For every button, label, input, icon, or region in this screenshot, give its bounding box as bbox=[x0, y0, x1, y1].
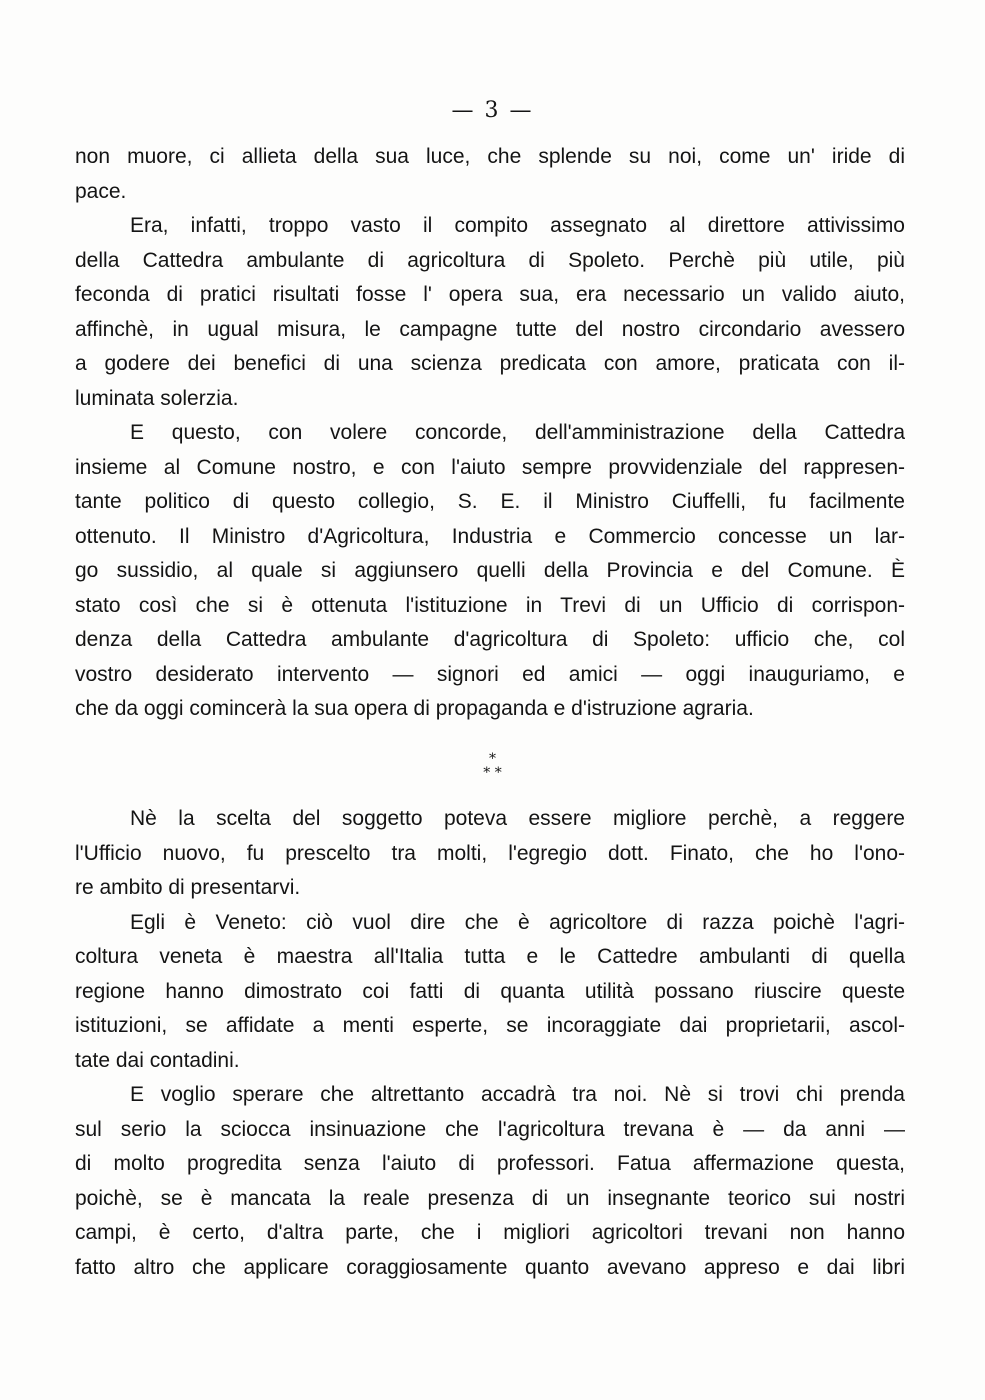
text-line: Era, infatti, troppo vasto il compito assegnato al direttore attivissimo bbox=[130, 214, 905, 237]
text-line: denza della Cattedra ambulante d'agricoltura di Spoleto: ufficio che, col bbox=[75, 628, 905, 651]
paragraph-5 bbox=[75, 906, 905, 1079]
section-separator bbox=[0, 752, 985, 780]
text-line: che da oggi comincerà la sua opera di propaganda e d'istruzione agraria. bbox=[75, 697, 754, 720]
text-line: E questo, con volere concorde, dell'amministrazione della Cattedra bbox=[130, 421, 905, 444]
paragraph-1 bbox=[75, 140, 905, 209]
paragraph-6 bbox=[75, 1078, 905, 1285]
text-line: di molto progredita senza l'aiuto di professori. Fatua affermazione questa, bbox=[75, 1152, 905, 1175]
text-line: Nè la scelta del soggetto poteva essere migliore perchè, a reggere bbox=[130, 807, 905, 830]
page-number: — 3 — bbox=[451, 98, 534, 123]
text-line: re ambito di presentarvi. bbox=[75, 876, 301, 899]
separator-stars: * * bbox=[483, 765, 502, 781]
text-line: sul serio la sciocca insinuazione che l'agricoltura trevana è — da anni — bbox=[75, 1117, 905, 1141]
text-line: affinchè, in ugual misura, le campagne tutte del nostro circondario avessero bbox=[75, 317, 905, 341]
separator-star: * bbox=[489, 751, 496, 767]
text-line: tate dai contadini. bbox=[75, 1048, 240, 1072]
section-2 bbox=[75, 802, 905, 1285]
text-line: fatto altro che applicare coraggiosamente quanto avevano appreso e dai libri bbox=[75, 1255, 905, 1279]
text-line: vostro desiderato intervento — signori ed amici — oggi inauguriamo, e bbox=[75, 662, 905, 686]
text-line: E voglio sperare che altrettanto accadrà tra noi. Nè si trovi chi prenda bbox=[130, 1083, 905, 1106]
text-line: ottenuto. Il Ministro d'Agricoltura, Industria e Commercio concesse un lar- bbox=[75, 524, 905, 548]
text-line: regione hanno dimostrato coi fatti di quanta utilità possano riuscire queste bbox=[75, 979, 905, 1003]
text-line: feconda di pratici risultati fosse l' opera sua, era necessario un valido aiuto, bbox=[75, 283, 905, 306]
text-line: stato così che si è ottenuta l'istituzione in Trevi di un Ufficio di corrispon- bbox=[75, 593, 905, 617]
text-line: coltura veneta è maestra all'Italia tutta e le Cattedre ambulanti di quella bbox=[75, 945, 905, 968]
text-line: l'Ufficio nuovo, fu prescelto tra molti, l'egregio dott. Finato, che ho l'ono- bbox=[75, 841, 905, 865]
text-line: istituzioni, se affidate a menti esperte, se incoraggiate dai proprietarii, ascol- bbox=[75, 1014, 905, 1037]
text-line: luminata solerzia. bbox=[75, 386, 239, 410]
text-line: tante politico di questo collegio, S. E. il Ministro Ciuffelli, fu facilmente bbox=[75, 490, 905, 513]
text-line: della Cattedra ambulante di agricoltura di Spoleto. Perchè più utile, più bbox=[75, 248, 905, 272]
text-line: insieme al Comune nostro, e con l'aiuto sempre provvidenziale del rappresen- bbox=[75, 455, 905, 479]
section-1 bbox=[75, 140, 905, 727]
text-line: a godere dei benefici di una scienza predicata con amore, praticata con il- bbox=[75, 352, 905, 375]
text-line: campi, è certo, d'altra parte, che i migliori agricoltori trevani non hanno bbox=[75, 1221, 905, 1244]
paragraph-3 bbox=[75, 416, 905, 727]
text-line: Egli è Veneto: ciò vuol dire che è agricoltore di razza poichè l'agri- bbox=[130, 910, 905, 934]
paragraph-2 bbox=[75, 209, 905, 416]
text-line: poichè, se è mancata la reale presenza di un insegnante teorico sui nostri bbox=[75, 1186, 905, 1210]
text-line: pace. bbox=[75, 179, 127, 203]
text-line: non muore, ci allieta della sua luce, che splende su noi, come un' iride di bbox=[75, 145, 905, 168]
text-line: go sussidio, al quale si aggiunsero quelli della Provincia e del Comune. È bbox=[75, 559, 905, 582]
paragraph-4 bbox=[75, 802, 905, 906]
